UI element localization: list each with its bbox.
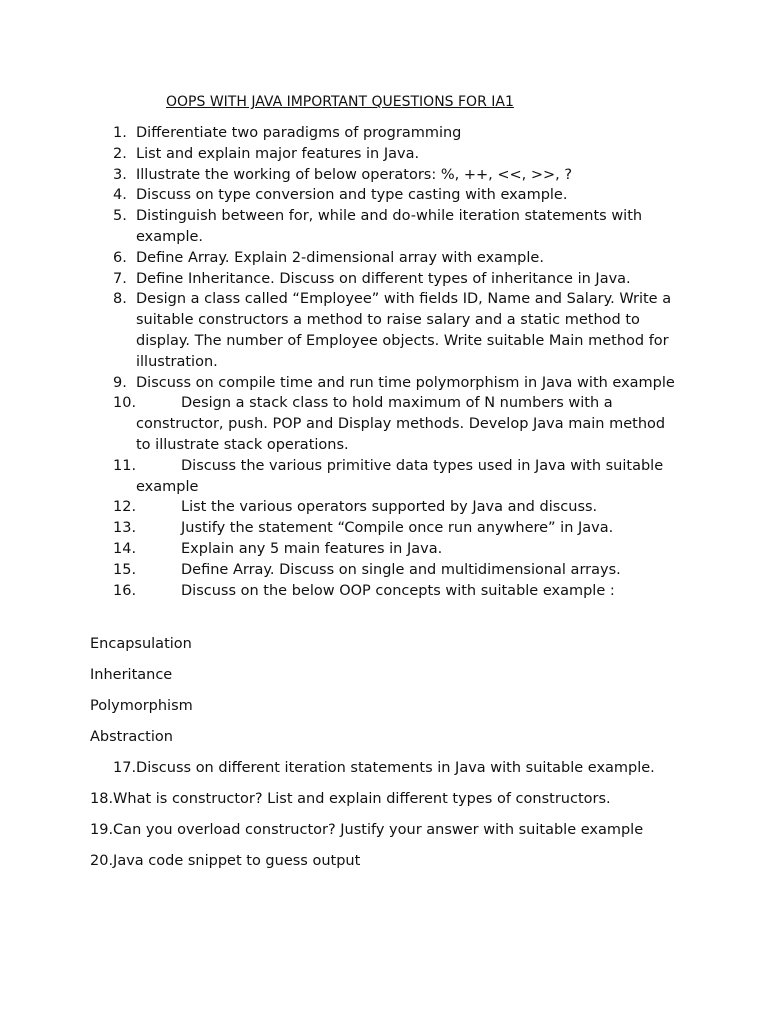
question-number: 2. (113, 145, 127, 162)
question-number: 6. (113, 249, 127, 266)
question-text: Design a class called “Employee” with fields ID, Name and Salary. Write a suitable constructors a method to raise salary and a static method to display. The number of Employee objects. Write suitable Main method for illustration. (136, 291, 672, 370)
question-number: 12. (113, 499, 137, 516)
question-text: List the various operators supported by Java and discuss. (181, 499, 598, 516)
question-19: 19.Can you overload constructor? Justify your answer with suitable example (90, 822, 644, 838)
question-number: 8. (113, 291, 127, 308)
question-number: 7. (113, 270, 127, 287)
concept-abstraction: Abstraction (90, 729, 173, 745)
question-item (0, 185, 768, 206)
question-text: Distinguish between for, while and do-while iteration statements with example. (136, 208, 643, 245)
question-item (0, 165, 768, 186)
question-number: 16. (113, 582, 137, 599)
question-item (0, 248, 768, 269)
question-text: Define Inheritance. Discuss on different types of inheritance in Java. (136, 270, 631, 287)
question-item (0, 518, 768, 539)
question-number: 14. (113, 540, 137, 557)
question-17: 17.Discuss on different iteration statements in Java with suitable example. (113, 760, 655, 776)
document-title: OOPS WITH JAVA IMPORTANT QUESTIONS FOR IA1 (166, 94, 514, 110)
question-text: Discuss the various primitive data types used in Java with suitable example (136, 457, 664, 495)
question-item (0, 539, 768, 560)
question-number: 10. (113, 395, 137, 412)
question-number: 11. (113, 457, 137, 474)
question-number: 5. (113, 208, 127, 225)
question-number: 3. (113, 166, 127, 183)
question-text: List and explain major features in Java. (136, 145, 420, 162)
question-number: 15. (113, 561, 137, 578)
question-number: 4. (113, 187, 127, 204)
concept-encapsulation: Encapsulation (90, 636, 192, 652)
question-number: 1. (113, 125, 127, 141)
question-text: Discuss on compile time and run time polymorphism in Java with example (136, 374, 675, 391)
question-18: 18.What is constructor? List and explain different types of constructors. (90, 791, 611, 807)
question-item (0, 373, 768, 394)
question-item (0, 497, 768, 518)
question-item (0, 560, 768, 581)
concept-polymorphism: Polymorphism (90, 698, 193, 714)
question-item (0, 581, 768, 602)
question-text: Design a stack class to hold maximum of N numbers with a constructor, push. POP and Display methods. Develop Java main method to illustrate stack operations. (136, 395, 666, 453)
question-text: Define Array. Discuss on single and multidimensional arrays. (181, 561, 621, 578)
question-number: 9. (113, 374, 127, 391)
question-item (0, 393, 768, 455)
question-item (0, 269, 768, 290)
question-text: Justify the statement “Compile once run anywhere” in Java. (181, 520, 614, 537)
question-item (0, 206, 768, 248)
question-text: Discuss on type conversion and type casting with example. (136, 187, 568, 204)
question-text: Discuss on the below OOP concepts with suitable example : (181, 582, 615, 599)
question-number: 13. (113, 520, 137, 537)
question-20: 20.Java code snippet to guess output (90, 853, 361, 869)
question-item (0, 123, 768, 144)
question-list (0, 123, 768, 601)
question-item (0, 144, 768, 165)
question-text: Differentiate two paradigms of programming (136, 125, 462, 141)
question-text: Illustrate the working of below operators: %, ++, <<, >>, ? (136, 166, 573, 183)
question-text: Define Array. Explain 2-dimensional array with example. (136, 249, 544, 266)
question-item (0, 289, 768, 372)
question-item (0, 456, 768, 498)
concept-inheritance: Inheritance (90, 667, 173, 683)
question-text: Explain any 5 main features in Java. (181, 540, 443, 557)
